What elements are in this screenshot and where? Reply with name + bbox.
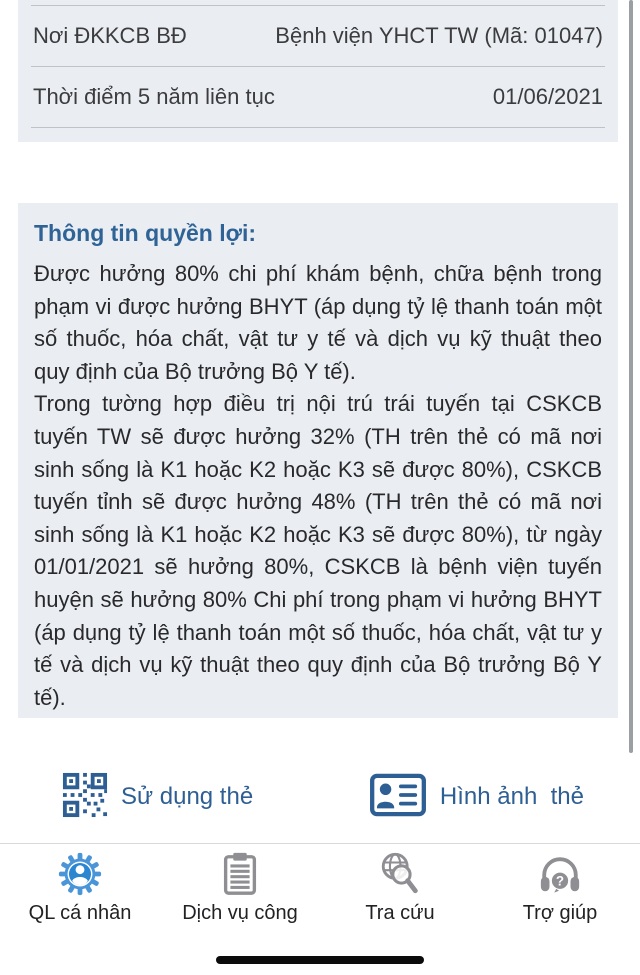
- benefits-card: [18, 203, 618, 718]
- nav-label: QL cá nhân: [28, 902, 132, 924]
- benefits-paragraph-1: Được hưởng 80% chi phí khám bệnh, chữa bệnh trong phạm vi được hưởng BHYT (áp dụng tỷ lệ thanh toán một số thuốc, hóa chất, vật tư y tế và dịch vụ kỹ thuật theo quy định của Bộ trưởng Bộ Y tế).: [34, 261, 602, 384]
- svg-text:?: ?: [555, 873, 565, 889]
- insurance-info-card: [18, 0, 618, 142]
- nav-label: Trợ giúp: [522, 902, 598, 924]
- divider: [31, 127, 605, 128]
- benefits-paragraph-2: Trong tường hợp điều trị nội trú trái tuyến tại CSKCB tuyến TW sẽ được hưởng 32% (TH trên thẻ có mã nơi sinh sống là K1 hoặc K2 hoặc K3 sẽ được 80%), CSKCB tuyến tỉnh sẽ được hưởng 48% (TH trên thẻ có mã nơi sinh sống là K1 hoặc K2 hoặc K3 sẽ được 80%), từ ngày 01/01/2021 sẽ hưởng 80%, CSKCB là bệnh viện tuyến huyện sẽ hưởng 80% Chi phí trong phạm vi hưởng BHYT (áp dụng tỷ lệ thanh toán một số thuốc, hóa chất, vật tư y tế và dịch vụ kỹ thuật theo quy định của Bộ trưởng Bộ Y tế).: [34, 391, 602, 710]
- home-indicator[interactable]: [216, 956, 424, 964]
- row-label: Nơi ĐKKCB BĐ: [33, 23, 187, 48]
- nav-item-help[interactable]: [480, 853, 640, 925]
- scrollbar[interactable]: [629, 0, 633, 753]
- table-row-registration-place: [18, 6, 618, 66]
- card-image-button[interactable]: [369, 773, 584, 822]
- use-card-button[interactable]: [62, 772, 253, 823]
- bottom-nav-bar: [0, 843, 640, 975]
- row-value: 01/06/2021: [492, 84, 603, 109]
- nav-items: [0, 844, 640, 925]
- use-card-label: Sử dụng thẻ: [121, 783, 254, 810]
- row-label: Thời điểm 5 năm liên tục: [33, 84, 275, 109]
- card-image-icon: [369, 773, 427, 822]
- nav-label: Tra cứu: [365, 902, 435, 924]
- help-headset-icon: [537, 853, 583, 895]
- card-image-label: Hình ảnh thẻ: [439, 783, 584, 810]
- benefits-title: Thông tin quyền lợi:: [34, 220, 257, 246]
- personal-management-gear-icon: [57, 853, 103, 895]
- nav-item-lookup[interactable]: [320, 853, 480, 925]
- public-services-clipboard-icon: [220, 853, 260, 895]
- qr-code-icon: [62, 772, 108, 823]
- nav-item-public-services[interactable]: [160, 853, 320, 925]
- table-row-five-year-date: [18, 67, 618, 127]
- lookup-globe-magnifier-icon: [377, 853, 423, 895]
- nav-item-personal-management[interactable]: [0, 853, 160, 925]
- card-actions: [0, 760, 640, 834]
- nav-label: Dịch vụ công: [182, 902, 298, 924]
- row-value: Bệnh viện YHCT TW (Mã: 01047): [275, 23, 603, 48]
